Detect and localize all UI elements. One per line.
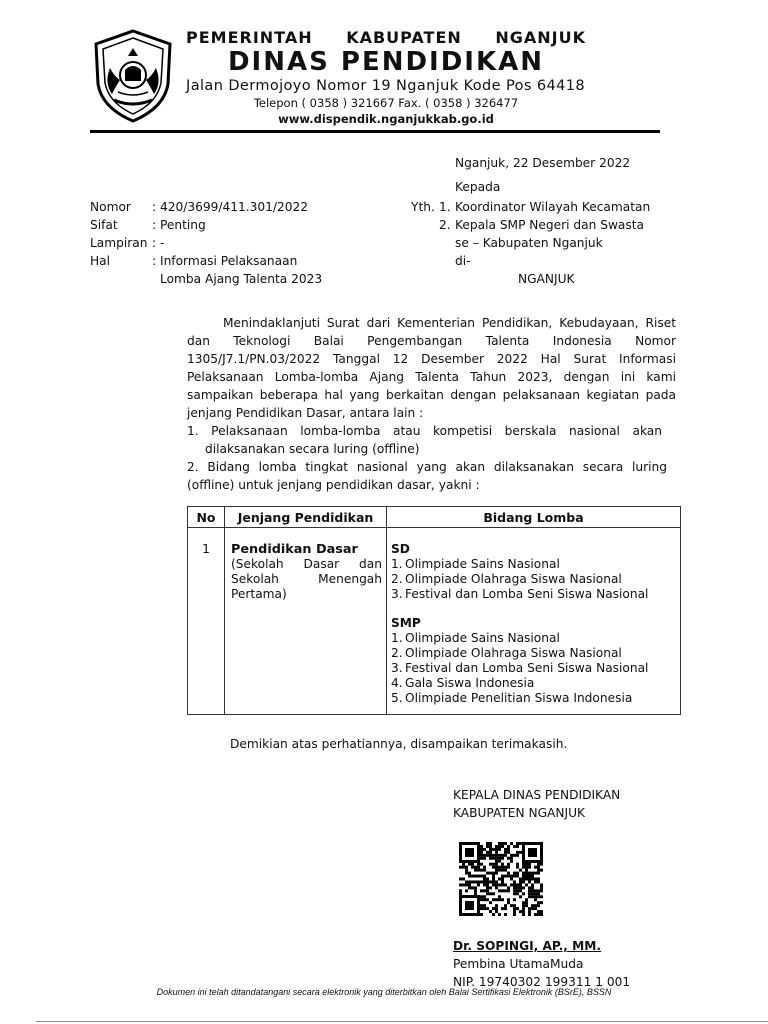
meta-value: : - — [152, 236, 165, 250]
body-line: sampaikan beberapa hal yang berkaitan dengan pelaksanaan kegiatan pada — [187, 388, 676, 402]
jenjang-line: Pertama) — [231, 587, 287, 601]
list-item: 5. Olimpiade Penelitian Siswa Indonesia — [391, 691, 633, 705]
meta-row — [90, 198, 390, 216]
hal-continuation: Lomba Ajang Talenta 2023 — [160, 272, 323, 286]
signer-title-1: KEPALA DINAS PENDIDIKAN — [453, 788, 621, 802]
meta-value: : Penting — [152, 218, 206, 232]
meta-label: Lampiran — [90, 236, 148, 250]
meta-value: : Informasi Pelaksanaan — [152, 254, 298, 268]
point-2: 2. Bidang lomba tingkat nasional yang akan dilaksanakan secara luring — [187, 460, 667, 474]
header-no: No — [188, 507, 225, 528]
signer-name: Dr. SOPINGI, AP., MM. — [453, 939, 601, 953]
recipient-num: 2. — [439, 218, 451, 232]
body-line: dan Teknologi Balai Pengembangan Talenta Indonesia Nomor — [187, 334, 676, 348]
recipient-area: se – Kabupaten Nganjuk — [455, 236, 603, 250]
body-line: jenjang Pendidikan Dasar, antara lain : — [187, 406, 424, 420]
recipient-row — [411, 216, 671, 234]
gov-word: PEMERINTAH — [186, 28, 313, 47]
signer-rank: Pembina UtamaMuda — [453, 957, 584, 971]
e-signature-note: Dokumen ini telah ditandatangani secara elektronik yang diterbitkan oleh Balai Sertifikasi Elektronik (BSrE), BSSN — [156, 987, 612, 997]
list-item: 2. Olimpiade Olahraga Siswa Nasional — [391, 572, 622, 586]
list-item: 1. Olimpiade Sains Nasional — [391, 631, 560, 645]
footer-divider — [36, 1021, 768, 1022]
body-line: Pelaksanaan Lomba-lomba Ajang Talenta Tahun 2023, dengan ini kami — [187, 370, 676, 384]
smp-title: SMP — [391, 616, 421, 630]
table-header-row — [188, 507, 681, 528]
closing-sentence: Demikian atas perhatiannya, disampaikan terimakasih. — [230, 737, 568, 751]
kepada-label: Kepada — [455, 180, 501, 194]
office-phone: Telepon ( 0358 ) 321667 Fax. ( 0358 ) 326477 — [253, 96, 519, 110]
meta-row — [90, 216, 390, 234]
smp-list — [391, 631, 676, 706]
signer-title-2: KABUPATEN NGANJUK — [453, 806, 586, 820]
meta-row — [90, 252, 390, 270]
letter-meta — [90, 198, 390, 288]
body-line: Menindaklanjuti Surat dari Kementerian Pendidikan, Kebudayaan, Riset — [223, 316, 676, 330]
list-item: 3. Festival dan Lomba Seni Siswa Nasional — [391, 661, 649, 675]
jenjang-title: Pendidikan Dasar — [231, 542, 358, 557]
list-item: 3. Festival dan Lomba Seni Siswa Nasional — [391, 587, 649, 601]
sd-title: SD — [391, 542, 410, 556]
sd-list — [391, 557, 676, 602]
point-1-cont: dilaksanakan secara luring (offline) — [205, 442, 420, 456]
signer-nip: NIP. 19740302 199311 1 001 — [453, 975, 631, 989]
row-bidang — [387, 528, 681, 715]
recipient-text: Koordinator Wilayah Kecamatan — [455, 200, 651, 214]
row-jenjang — [225, 528, 387, 715]
place-date: Nganjuk, 22 Desember 2022 — [455, 156, 631, 170]
office-website[interactable]: www.dispendik.nganjukkab.go.id — [278, 112, 494, 126]
qr-code-icon — [459, 842, 543, 916]
table-row — [188, 528, 681, 715]
jenjang-line: Sekolah Menengah — [231, 572, 382, 586]
recipient-city: NGANJUK — [518, 272, 575, 286]
recipient-block — [411, 198, 671, 288]
meta-label: Hal — [90, 254, 111, 268]
body-paragraph — [187, 314, 676, 494]
gov-word: NGANJUK — [495, 28, 586, 47]
competition-table — [187, 506, 681, 715]
recipient-row — [411, 198, 671, 216]
meta-label: Nomor — [90, 200, 131, 214]
office-address: Jalan Dermojoyo Nomor 19 Nganjuk Kode Pos 64418 — [186, 78, 585, 94]
header-jenjang: Jenjang Pendidikan — [225, 507, 387, 528]
point-1: 1. Pelaksanaan lomba-lomba atau kompetisi berskala nasional akan — [187, 424, 662, 438]
recipient-num: 1. — [439, 200, 451, 214]
gov-word: KABUPATEN — [346, 28, 462, 47]
regency-coat-of-arms-icon — [90, 28, 176, 124]
meta-label: Sifat — [90, 218, 118, 232]
row-no: 1 — [188, 528, 225, 715]
recipient-text: Kepala SMP Negeri dan Swasta — [455, 218, 644, 232]
list-item: 2. Olimpiade Olahraga Siswa Nasional — [391, 646, 622, 660]
yth-label: Yth. — [411, 200, 435, 214]
department-name: DINAS PENDIDIKAN — [227, 47, 545, 77]
di-label: di- — [455, 254, 471, 268]
body-line: 1305/J7.1/PN.03/2022 Tanggal 12 Desember 2022 Hal Surat Informasi — [187, 352, 676, 366]
meta-value: : 420/3699/411.301/2022 — [152, 200, 308, 214]
list-item: 4. Gala Siswa Indonesia — [391, 676, 535, 690]
point-2-cont: (offline) untuk jenjang pendidikan dasar, yakni : — [187, 478, 480, 492]
letterhead-divider — [90, 130, 660, 133]
list-item: 1. Olimpiade Sains Nasional — [391, 557, 560, 571]
jenjang-line: (Sekolah Dasar dan — [231, 557, 382, 571]
meta-row — [90, 234, 390, 252]
header-bidang: Bidang Lomba — [387, 507, 681, 528]
